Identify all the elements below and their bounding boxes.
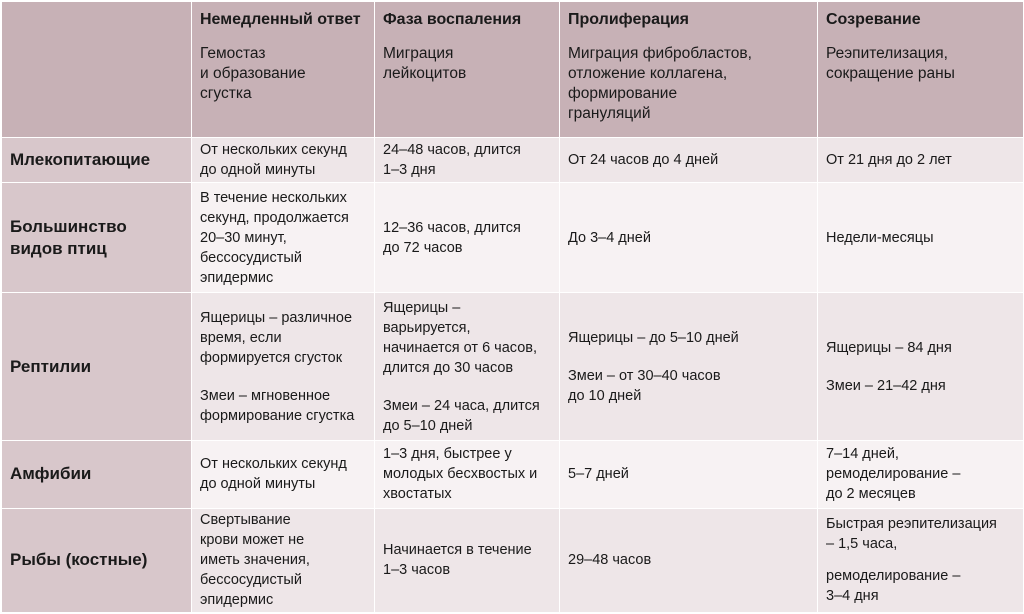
paragraph-gap bbox=[200, 368, 366, 386]
table-cell: Свертывание крови может не иметь значения, бессосудистый эпидермис bbox=[192, 508, 375, 612]
header-maturation bbox=[818, 2, 1024, 138]
table-cell: Недели-месяцы bbox=[818, 183, 1024, 293]
cell-paragraph: Змеи – мгновенное формирование сгустка bbox=[200, 387, 355, 424]
table-cell: 12–36 часов, длится до 72 часов bbox=[375, 183, 560, 293]
header-immediate-response bbox=[192, 2, 375, 138]
table-row-amphibians bbox=[2, 440, 1024, 508]
row-group-label: Рыбы (костные) bbox=[2, 508, 192, 612]
paragraph-gap bbox=[826, 554, 1015, 566]
cell-paragraph: Змеи – 24 часа, длится до 5–10 дней bbox=[383, 397, 540, 434]
header-subtitle: Гемостаз и образование сгустка bbox=[200, 45, 306, 102]
cell-paragraph: Ящерицы – 84 дня bbox=[826, 339, 952, 356]
table-row-birds bbox=[2, 183, 1024, 293]
cell-paragraph: Быстрая реэпителизация – 1,5 часа, bbox=[826, 516, 997, 553]
paragraph-gap bbox=[383, 378, 551, 396]
table-cell: 7–14 дней, ремоделирование – до 2 месяцев bbox=[818, 440, 1024, 508]
table-cell: От 21 дня до 2 лет bbox=[818, 138, 1024, 183]
table-cell bbox=[818, 508, 1024, 612]
table-cell bbox=[375, 293, 560, 440]
table-row-reptiles bbox=[2, 293, 1024, 440]
row-group-label: Млекопитающие bbox=[2, 138, 192, 183]
row-group-label: Амфибии bbox=[2, 440, 192, 508]
header-proliferation bbox=[560, 2, 818, 138]
table-cell: 24–48 часов, длится 1–3 дня bbox=[375, 138, 560, 183]
paragraph-gap bbox=[568, 348, 809, 366]
table-cell: 29–48 часов bbox=[560, 508, 818, 612]
table-cell: От нескольких секунд до одной минуты bbox=[192, 440, 375, 508]
header-corner bbox=[2, 2, 192, 138]
table-cell bbox=[818, 293, 1024, 440]
header-title: Созревание bbox=[826, 11, 921, 28]
header-title: Немедленный ответ bbox=[200, 11, 361, 28]
wound-healing-table bbox=[1, 1, 1024, 613]
paragraph-gap bbox=[826, 358, 1015, 376]
row-group-label: Большинство видов птиц bbox=[2, 183, 192, 293]
table-cell bbox=[192, 293, 375, 440]
table-row-bony-fish bbox=[2, 508, 1024, 612]
table-cell: От 24 часов до 4 дней bbox=[560, 138, 818, 183]
cell-paragraph: Змеи – от 30–40 часов до 10 дней bbox=[568, 367, 721, 404]
cell-paragraph: ремоделирование – 3–4 дня bbox=[826, 568, 961, 605]
table-cell: 5–7 дней bbox=[560, 440, 818, 508]
header-subtitle: Миграция лейкоцитов bbox=[383, 45, 467, 82]
row-group-label: Рептилии bbox=[2, 293, 192, 440]
header-row bbox=[2, 2, 1024, 138]
table-row-mammals bbox=[2, 138, 1024, 183]
header-subtitle: Миграция фибробластов, отложение коллагена, формирование грануляций bbox=[568, 45, 752, 122]
cell-paragraph: Ящерицы – различное время, если формируется сгусток bbox=[200, 309, 353, 366]
cell-paragraph: Ящерицы – до 5–10 дней bbox=[568, 329, 739, 346]
table-cell: Начинается в течение 1–3 часов bbox=[375, 508, 560, 612]
cell-paragraph: Ящерицы – варьируется, начинается от 6 часов, длится до 30 часов bbox=[383, 299, 538, 376]
table-cell: В течение нескольких секунд, продолжается 20–30 минут, бессосудистый эпидермис bbox=[192, 183, 375, 293]
header-title: Пролиферация bbox=[568, 11, 690, 28]
table-cell: 1–3 дня, быстрее у молодых бесхвостых и хвостатых bbox=[375, 440, 560, 508]
header-inflammation bbox=[375, 2, 560, 138]
table-cell: От нескольких секунд до одной минуты bbox=[192, 138, 375, 183]
header-subtitle: Реэпителизация, сокращение раны bbox=[826, 45, 955, 82]
header-title: Фаза воспаления bbox=[383, 11, 522, 28]
table-cell: До 3–4 дней bbox=[560, 183, 818, 293]
cell-paragraph: Змеи – 21–42 дня bbox=[826, 377, 946, 394]
table-cell bbox=[560, 293, 818, 440]
